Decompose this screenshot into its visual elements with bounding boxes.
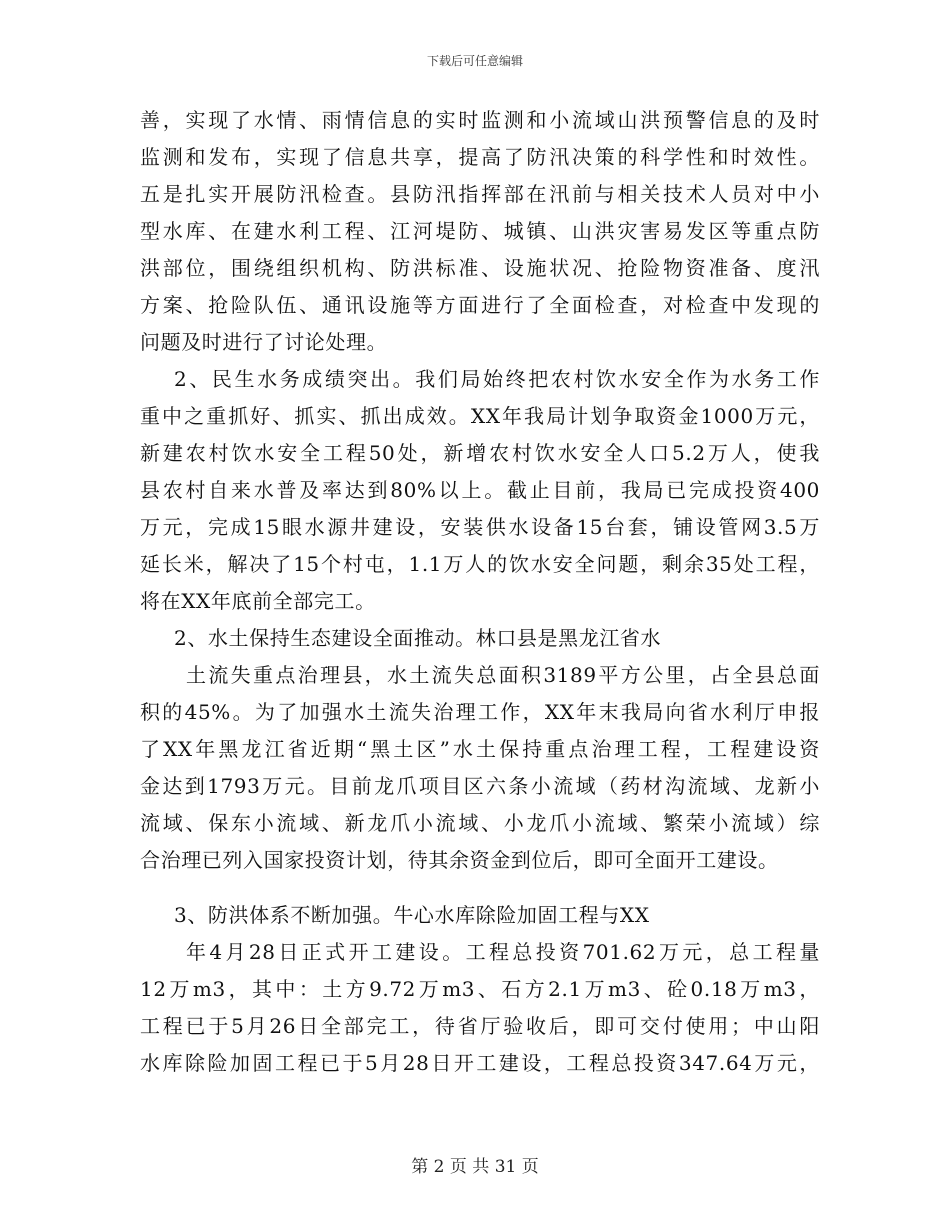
text-line: 型水库、在建水利工程、江河堤防、城镇、山洪灾害易发区等重点防 bbox=[140, 219, 820, 243]
text-line: 五是扎实开展防汛检查。县防汛指挥部在汛前与相关技术人员对中小 bbox=[140, 182, 820, 206]
text-line: 善，实现了水情、雨情信息的实时监测和小流域山洪预警信息的及时 bbox=[140, 108, 820, 132]
text-line: 3、防洪体系不断加强。牛心水库除险加固工程与XX bbox=[174, 903, 650, 927]
text-line: 重中之重抓好、抓实、抓出成效。XX年我局计划争取资金1000万元， bbox=[140, 404, 820, 428]
text-line: 工程已于5月26日全部完工，待省厅验收后，即可交付使用；中山阳 bbox=[140, 1014, 820, 1038]
text-line: 延长米，解决了15个村屯，1.1万人的饮水安全问题，剩余35处工程， bbox=[140, 552, 820, 576]
text-line: 问题及时进行了讨论处理。 bbox=[140, 330, 388, 354]
text-line: 土流失重点治理县，水土流失总面积3189平方公里，占全县总面 bbox=[186, 663, 820, 687]
text-line: 积的45%。为了加强水土流失治理工作，XX年末我局向省水利厅申报 bbox=[140, 700, 820, 724]
text-line: 金达到1793万元。目前龙爪项目区六条小流域（药材沟流域、龙新小 bbox=[140, 774, 820, 798]
text-line: 万元，完成15眼水源井建设，安装供水设备15台套，铺设管网3.5万 bbox=[140, 515, 820, 539]
text-line: 合治理已列入国家投资计划，待其余资金到位后，即可全面开工建设。 bbox=[140, 848, 779, 872]
text-line: 年4月28日正式开工建设。工程总投资701.62万元，总工程量 bbox=[186, 940, 820, 964]
text-line: 将在XX年底前全部完工。 bbox=[140, 589, 376, 613]
page-number: 第 2 页 共 31 页 bbox=[411, 1157, 539, 1177]
text-line: 方案、抢险队伍、通讯设施等方面进行了全面检查，对检查中发现的 bbox=[140, 293, 820, 317]
text-line: 了XX年黑龙江省近期“黑土区”水土保持重点治理工程，工程建设资 bbox=[140, 737, 820, 761]
text-line: 监测和发布，实现了信息共享，提高了防汛决策的科学性和时效性。 bbox=[140, 145, 820, 169]
text-line: 流域、保东小流域、新龙爪小流域、小龙爪小流域、繁荣小流域）综 bbox=[140, 811, 820, 835]
text-line: 洪部位，围绕组织机构、防洪标准、设施状况、抢险物资准备、度汛 bbox=[140, 256, 820, 280]
text-line: 县农村自来水普及率达到80%以上。截止目前，我局已完成投资400 bbox=[140, 478, 820, 502]
document-body bbox=[140, 102, 820, 1082]
paragraph-gap bbox=[140, 879, 820, 897]
text-line: 12万m3，其中：土方9.72万m3、石方2.1万m3、砼0.18万m3， bbox=[140, 977, 820, 1001]
text-line: 2、水土保持生态建设全面推动。林口县是黑龙江省水 bbox=[174, 626, 662, 650]
page-header: 下载后可任意编辑 bbox=[426, 54, 523, 68]
text-line: 新建农村饮水安全工程50处，新增农村饮水安全人口5.2万人，使我 bbox=[140, 441, 820, 465]
text-line: 水库除险加固工程已于5月28日开工建设，工程总投资347.64万元， bbox=[140, 1051, 820, 1075]
text-line: 2、民生水务成绩突出。我们局始终把农村饮水安全作为水务工作 bbox=[174, 367, 820, 391]
